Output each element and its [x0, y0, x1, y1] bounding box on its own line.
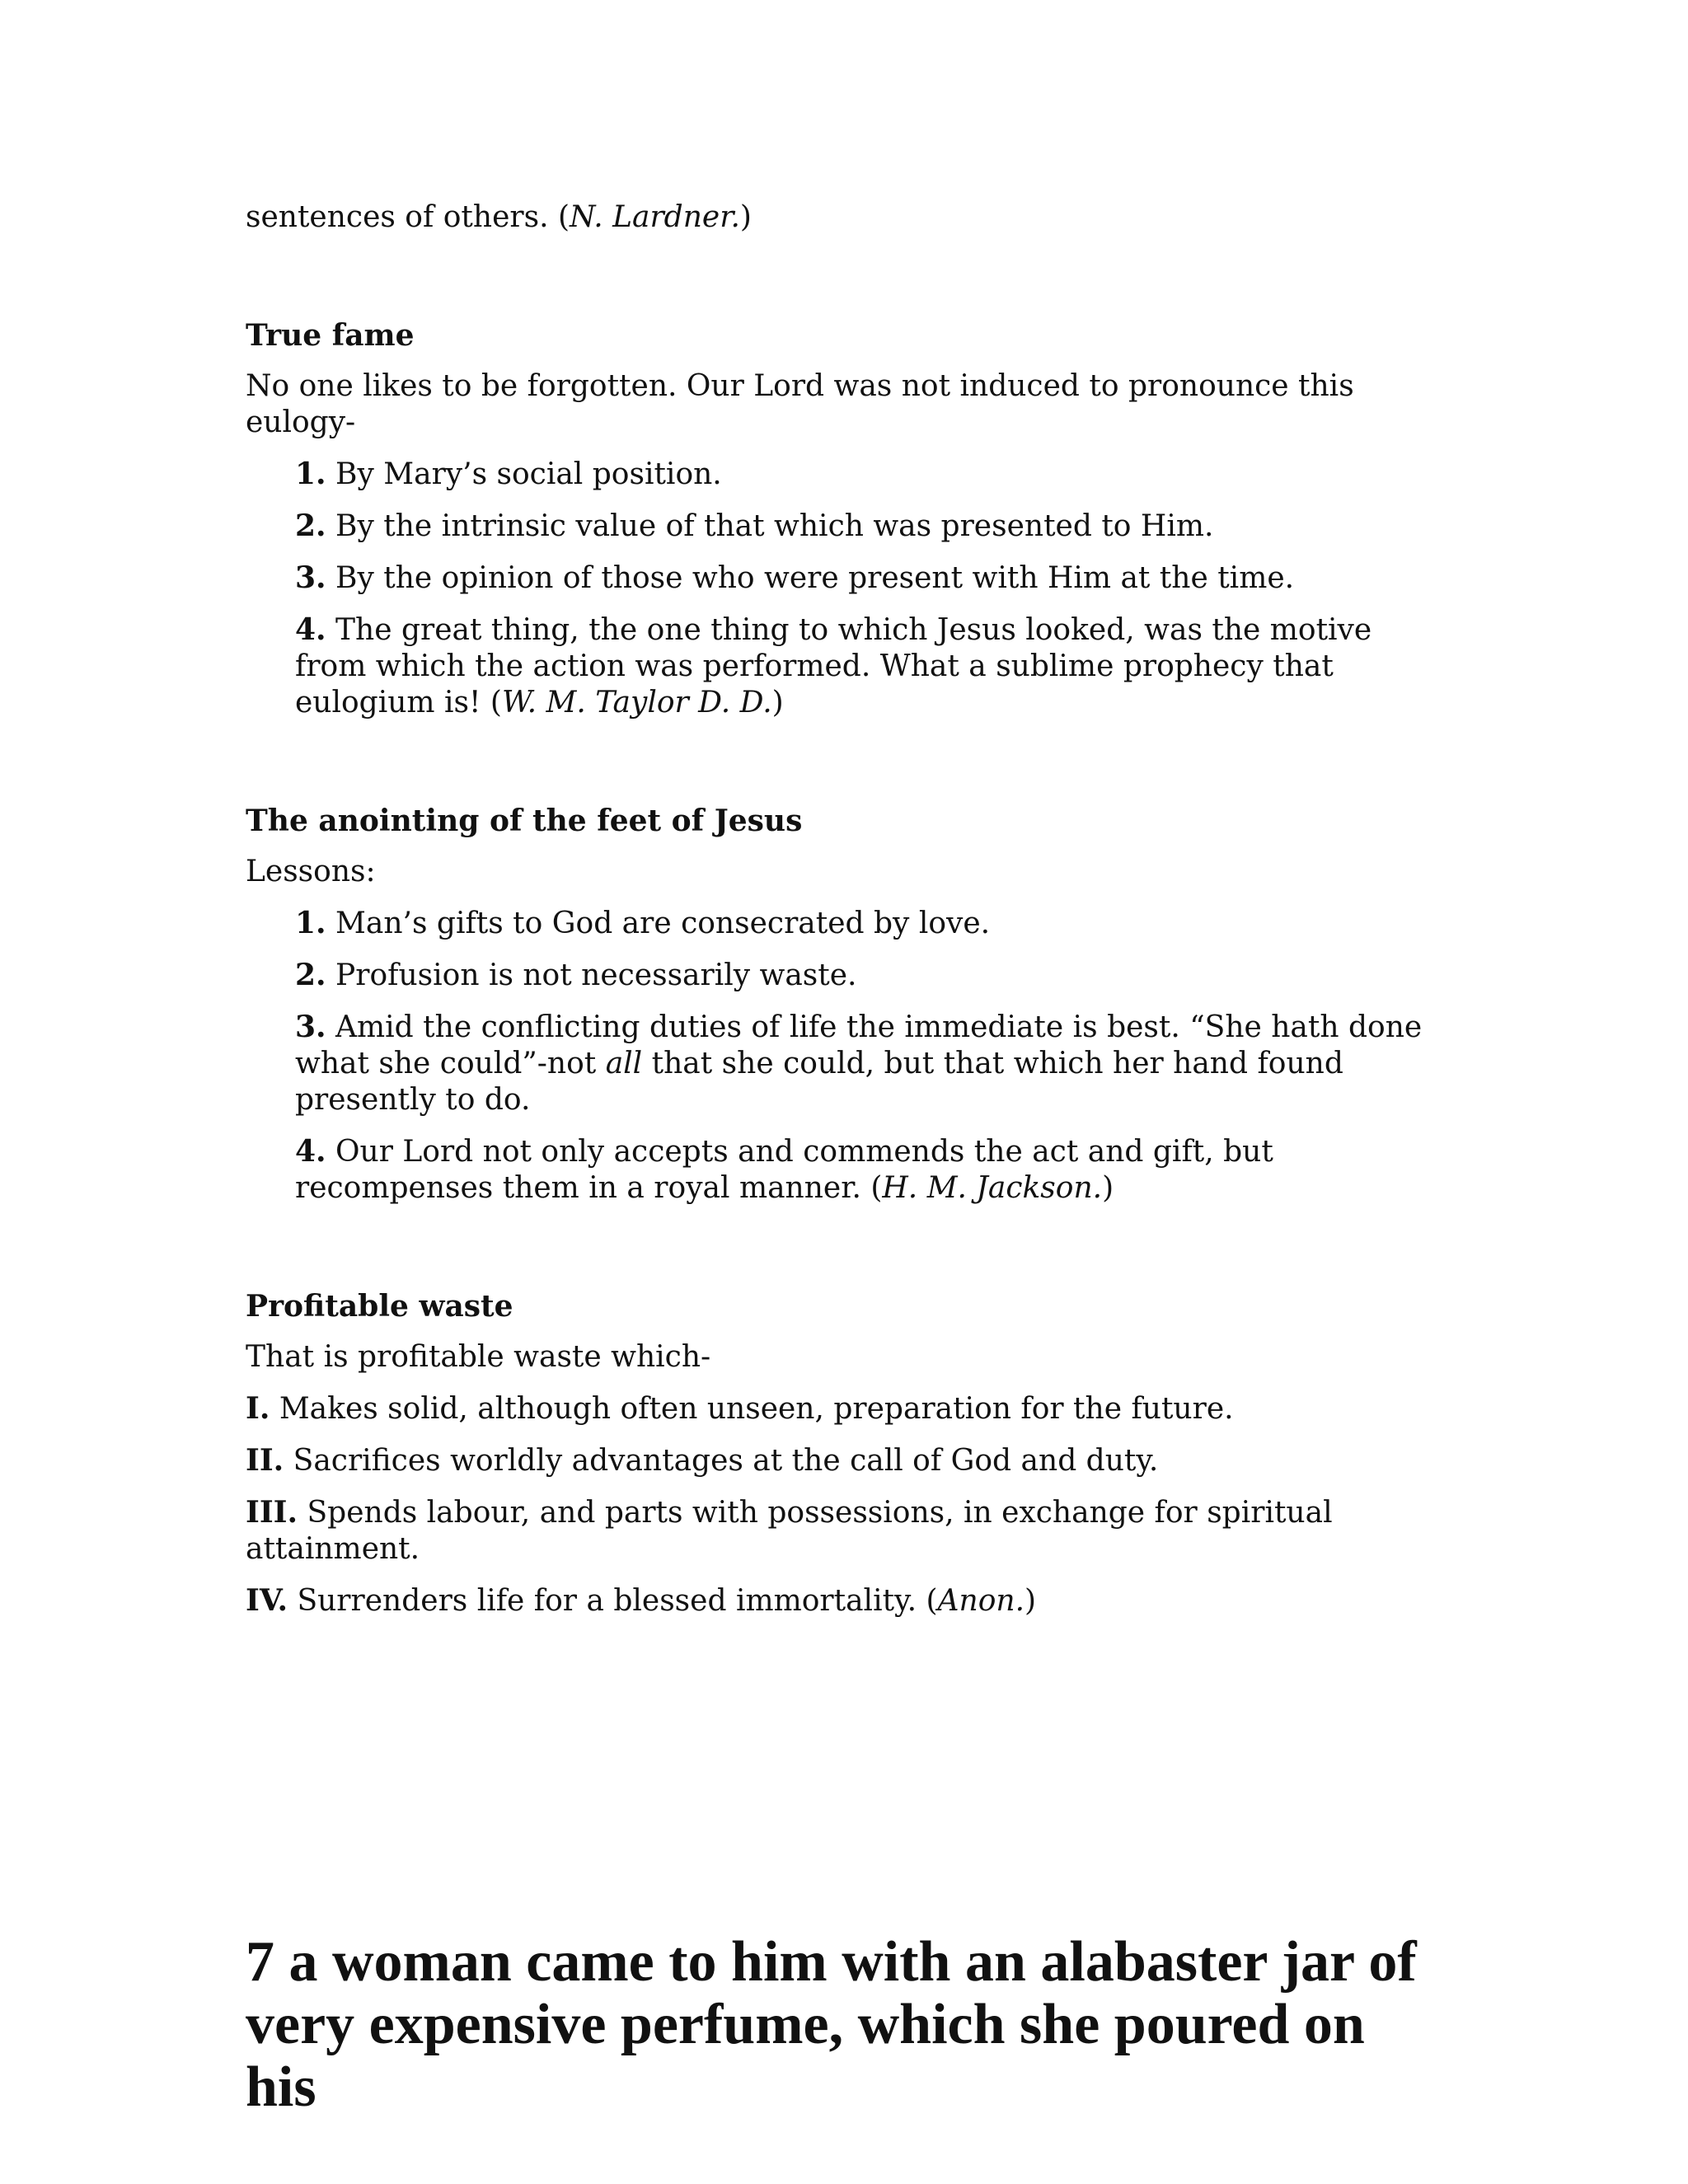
list-text: By the intrinsic value of that which was presented to Him.: [326, 509, 1214, 543]
list-item: [246, 1582, 1441, 1619]
verse-heading: [246, 1931, 1441, 2119]
list-item: [295, 612, 1441, 721]
section-lead: Lessons:: [246, 855, 376, 888]
list-item: [246, 1390, 1441, 1427]
section-heading-true-fame: True fame: [246, 318, 415, 353]
list-citation: Anon.: [937, 1584, 1025, 1618]
section-heading-profitable-waste: Profitable waste: [246, 1289, 513, 1324]
list-number: 1.: [295, 457, 326, 491]
list-close: ): [1102, 1171, 1114, 1205]
list-number: I.: [246, 1391, 270, 1426]
intro-paragraph: [246, 199, 1441, 236]
list-item: [295, 905, 1441, 942]
section-heading-anointing: The anointing of the feet of Jesus: [246, 804, 803, 838]
list-text: Sacrifices worldly advantages at the call of God and duty.: [284, 1444, 1159, 1478]
list-text: Makes solid, although often unseen, preparation for the future.: [270, 1392, 1234, 1426]
verse-heading-line-2: very expensive perfume, which she poured on his: [246, 1993, 1365, 2119]
list-number: 2.: [295, 958, 326, 992]
list-item: [246, 1494, 1441, 1568]
list-item: [295, 456, 1441, 493]
intro-citation: N. Lardner.: [570, 200, 740, 234]
list-item: [295, 957, 1441, 994]
list-text: Spends labour, and parts with possessions, in exchange for spiritual attainment.: [246, 1496, 1333, 1566]
list-emphasis: all: [605, 1047, 643, 1080]
list-item: [295, 508, 1441, 545]
section-lead: No one likes to be forgotten. Our Lord was not induced to pronounce this eulogy-: [246, 369, 1354, 439]
list-citation: W. M. Taylor D. D.: [501, 686, 772, 719]
list-number: 2.: [295, 509, 326, 543]
list-item: [295, 1009, 1441, 1118]
intro-text: sentences of others. (: [246, 200, 570, 234]
list-number: II.: [246, 1443, 284, 1478]
list-number: 3.: [295, 1010, 326, 1044]
list-item: [246, 1442, 1441, 1479]
list-text: By the opinion of those who were present with Him at the time.: [326, 561, 1295, 595]
list-number: 3.: [295, 560, 326, 595]
list-text: Profusion is not necessarily waste.: [326, 958, 857, 992]
list-close: ): [1025, 1584, 1037, 1618]
list-number: 1.: [295, 906, 326, 940]
list-number: IV.: [246, 1583, 288, 1618]
section-lead: That is profitable waste which-: [246, 1340, 711, 1374]
list-item: [295, 560, 1441, 597]
list-citation: H. M. Jackson.: [882, 1171, 1103, 1205]
list-text: The great thing, the one thing to which Jesus looked, was the motive from which the action was performed. What a sublime prophecy that eulogium is! (: [295, 613, 1372, 719]
list-close: ): [771, 686, 784, 719]
verse-heading-line-1: 7 a woman came to him with an alabaster jar of: [246, 1930, 1417, 1994]
list-number: III.: [246, 1495, 298, 1530]
list-number: 4.: [295, 612, 326, 647]
list-item: [295, 1133, 1441, 1207]
list-text: Surrenders life for a blessed immortality. (: [288, 1584, 938, 1618]
intro-close: ): [739, 200, 752, 234]
list-text: Our Lord not only accepts and commends the act and gift, but recompenses them in a royal manner. (: [295, 1135, 1273, 1205]
page-content: [246, 191, 1441, 2119]
list-text: Man’s gifts to God are consecrated by love.: [326, 907, 991, 940]
list-text: By Mary’s social position.: [326, 457, 722, 491]
list-number: 4.: [295, 1134, 326, 1169]
list-text-rest: that she could, but that which her hand found presently to do.: [295, 1047, 1343, 1117]
list-text: Amid the conflicting duties of life the immediate is best. “She hath done what she could”-not: [295, 1010, 1423, 1080]
